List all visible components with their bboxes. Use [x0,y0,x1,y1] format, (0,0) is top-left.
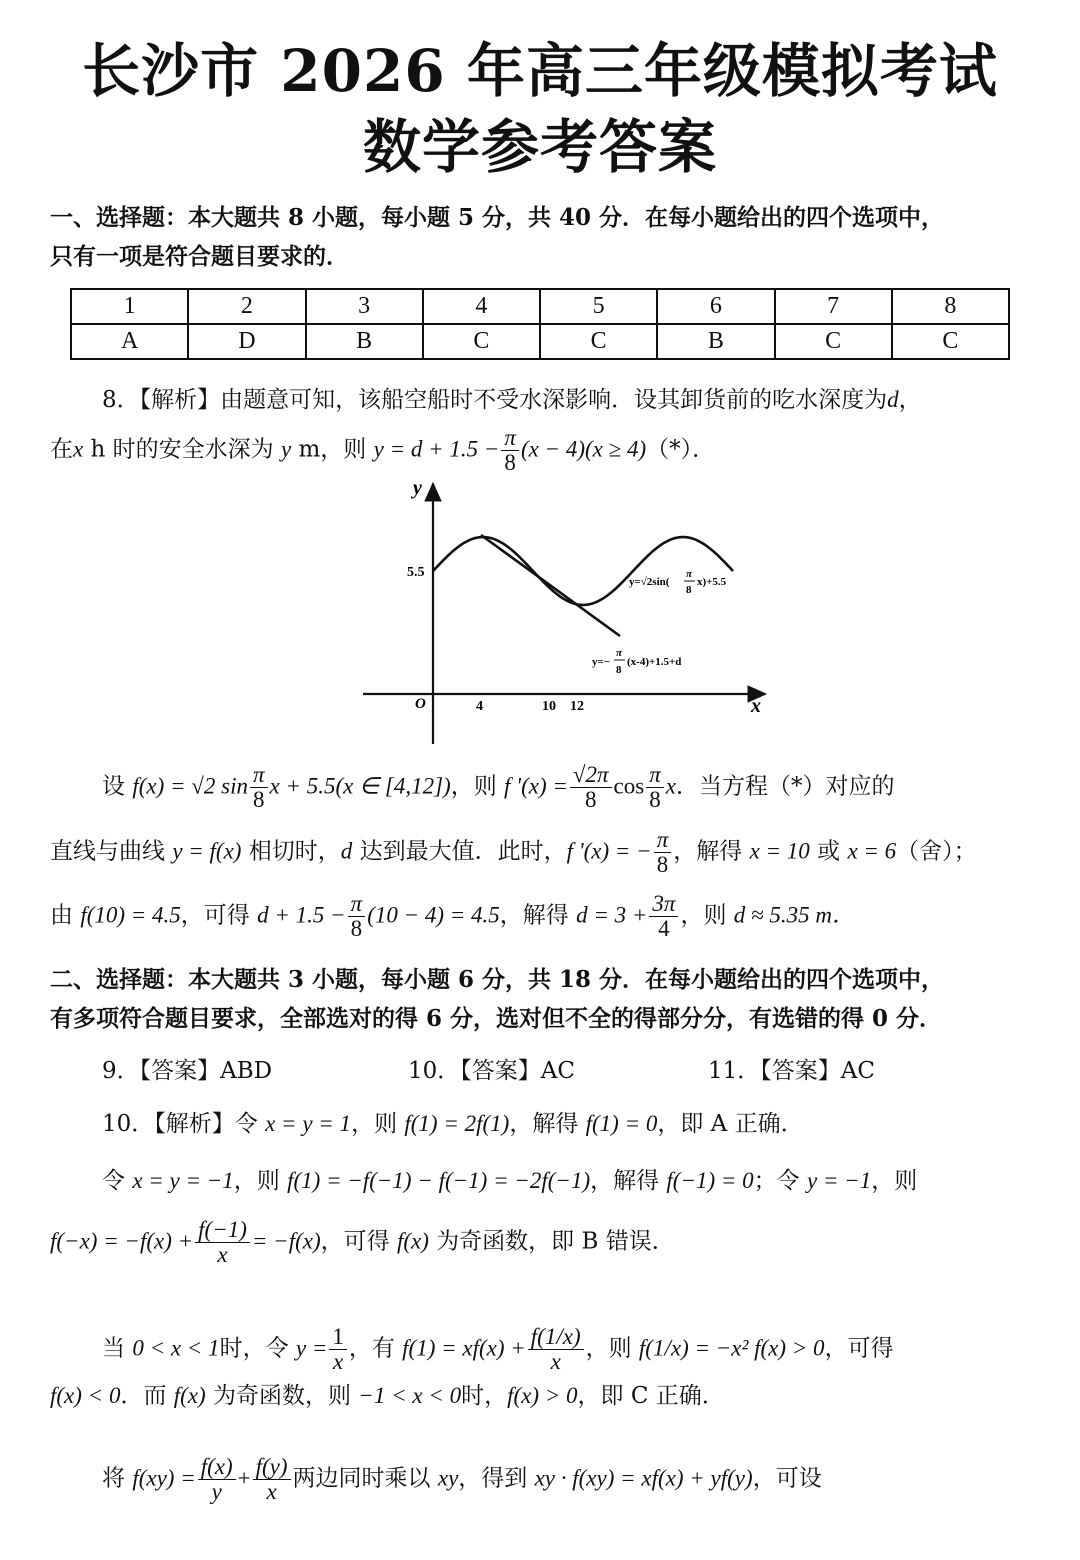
function-graph [355,476,775,748]
fraction-pi-over-8 [501,426,519,475]
q8-eq-right: (x − 4)(x ≥ 4) [520,436,647,462]
section2-line1: 二、选择题：本大题共 3 小题，每小题 6 分，共 18 分．在每小题给出的四个选项中， [50,966,945,993]
table-cell: 5 [540,289,657,324]
q8-d: d [887,387,899,412]
text: ，则 [351,1111,405,1137]
line-label [592,647,681,676]
text: （舍）； [896,838,977,865]
q8-line2 [50,426,1040,475]
fraction [250,763,268,812]
fraction [253,1455,291,1504]
math: x + 5.5(x ∈ [4,12]) [269,773,451,799]
text: ，有 [348,1335,403,1362]
table-cell: C [775,324,892,359]
answer-table-answer-row [71,324,1009,359]
solution-line3 [50,892,1040,941]
q10-line1 [50,1107,1080,1141]
text: 由 [50,902,81,929]
table-cell: C [540,324,657,359]
q8-text1: 由题意可知，该船空船时不受水深影响．设其卸货前的吃水深度为 [220,387,888,413]
frac-num: π [646,763,664,788]
math: x = 6 [847,838,897,864]
x-axis-label: x [751,695,761,717]
line-label-b: (x-4)+1.5+d [627,656,682,668]
q10-line6 [50,1455,1080,1504]
math: d + 1.5 − [257,902,346,928]
math: f '(x) = − [566,838,652,864]
frac-num: π [348,892,366,917]
math: f(x) < 0 [50,1383,121,1408]
math: f(10) = 4.5 [80,902,181,928]
text: 达到最大值．此时， [352,838,567,865]
frac-num: π [654,828,672,853]
text: 时，令 [219,1335,296,1362]
math: f(x) = √2 sin [132,773,248,799]
fraction [570,763,612,812]
math: x [665,773,676,799]
q8-label: 8．【解析】 [102,387,221,413]
math: y = [295,1335,328,1361]
frac-den: 4 [658,916,670,942]
math: x = y = 1 [265,1111,352,1136]
frac-num: f(1/x) [528,1325,584,1350]
curve-label [629,568,727,596]
frac-den: 8 [350,916,363,942]
math: d ≈ 5.35 m． [733,902,855,928]
text: ，可设 [752,1465,822,1492]
text: ，则 [680,902,734,929]
q10-line4 [50,1325,1080,1374]
q8-comma: ， [898,387,922,413]
text: ．当方程（*）对应的 [675,773,895,800]
text: ，解得 [499,902,577,929]
math: (10 − 4) = 4.5 [367,902,500,928]
math: f(x) [396,1228,429,1254]
q8-y: y [280,436,292,462]
text: ，解得 [590,1168,667,1194]
fraction [198,1455,236,1504]
math: xy · f(xy) = xf(x) + yf(y) [534,1465,753,1491]
fraction [195,1218,250,1267]
fraction [649,892,678,941]
q10-line5 [50,1379,1040,1413]
math: f '(x) = [504,773,568,799]
table-cell: 6 [657,289,774,324]
text: 或 [809,838,848,865]
frac-num: f(y) [253,1455,291,1480]
text: ；令 [753,1168,807,1194]
table-cell: D [188,324,305,359]
text: 相切时， [241,838,341,865]
math: f(x) > 0 [507,1383,578,1408]
curve-label-pi: π [686,568,693,580]
text: 为奇函数，即 B 错误． [428,1228,675,1255]
table-cell: C [423,324,540,359]
origin-label: O [415,696,426,712]
q10-label: 10．【解析】 [102,1111,235,1137]
text: ．而 [120,1383,174,1409]
frac-den: 8 [504,450,516,476]
frac-den: 8 [584,787,597,813]
curve-label-b: x)+5.5 [697,576,727,588]
q8-star: （*）． [646,436,716,463]
q8-text2c: m，则 [291,436,374,463]
text: ，即 C 正确． [577,1383,725,1409]
text: 为奇函数，则 [205,1383,359,1409]
math: f(−x) = −f(x) + [50,1228,194,1254]
text: 令 [234,1111,266,1137]
math: −1 < x < 0 [358,1383,462,1408]
text: ，则 [585,1335,639,1362]
text: ，则 [871,1168,918,1194]
answer-9: 9．【答案】ABD [102,1058,273,1084]
tangent-line [481,535,620,636]
fraction [654,828,672,877]
math: = −f(x) [251,1228,321,1254]
frac-num: √2π [570,763,612,788]
line-label-a: y=− [592,656,611,668]
frac-den: x [266,1479,277,1505]
section1-line2: 只有一项是符合题目要求的． [50,243,349,270]
section2-line2: 有多项符合题目要求，全部选对的得 6 分，选对但不全的得部分分，有选错的得 0 分． [50,1005,943,1032]
q8-line1 [50,383,1080,417]
line-label-8: 8 [616,664,622,676]
math: f(1/x) = −x² f(x) > 0 [638,1335,825,1361]
frac-num: f(−1) [195,1218,250,1243]
table-cell: 7 [775,289,892,324]
math: cos [613,773,645,799]
table-cell: 1 [71,289,188,324]
text: ，解得 [509,1111,586,1137]
fraction [646,763,664,812]
text: ，解得 [673,838,750,865]
q8-text2a: 在 [50,436,73,463]
text: 时， [461,1383,508,1409]
text: ，则 [233,1168,288,1194]
math: d [340,838,353,864]
answer-10: 10．【答案】AC [408,1058,575,1084]
y-axis-label: y [413,477,422,499]
math: xy [437,1465,459,1491]
text: 令 [102,1168,133,1194]
text: ，可得 [180,902,258,929]
title-line2: 数学参考答案 [362,113,717,181]
line-label-pi: π [616,647,623,659]
math: 0 < x < 1 [132,1335,220,1361]
text: 当 [102,1335,133,1362]
curve-label-8: 8 [686,584,692,596]
x-tick-10: 10 [542,699,556,714]
math: f(1) = 2f(1) [404,1111,510,1136]
math: d = 3 + [576,902,648,928]
section1-heading [50,198,1035,276]
curve-label-a: y=√2sin( [629,576,670,588]
table-cell: 8 [892,289,1009,324]
frac-den: 8 [649,787,661,813]
math: f(1) = −f(−1) − f(−1) = −2f(−1) [287,1168,591,1193]
text: ，得到 [458,1465,535,1492]
q10-line3 [50,1218,1040,1267]
text: ，即 A 正确． [657,1111,804,1137]
frac-den: 8 [656,852,669,878]
table-cell: 2 [188,289,305,324]
frac-num: 1 [329,1325,347,1350]
math: f(x) [173,1383,206,1408]
answer-table [70,288,1010,360]
math: y = −1 [806,1168,872,1193]
text: 直线与曲线 [50,838,173,865]
q8-eq-left: y = d + 1.5 − [373,436,500,462]
table-cell: B [657,324,774,359]
frac-den: x [217,1242,228,1268]
frac-num: f(x) [198,1455,236,1480]
text: ，可得 [824,1335,894,1362]
text: ，则 [450,773,505,800]
table-cell: A [71,324,188,359]
x-tick-4: 4 [476,699,483,714]
q8-text2b: h 时的安全水深为 [83,436,281,463]
math: f(1) = 0 [585,1111,658,1136]
solution-line2 [50,828,1040,877]
math: + [237,1465,251,1491]
table-cell: C [892,324,1009,359]
text: 两边同时乘以 [292,1465,438,1492]
table-cell: B [306,324,423,359]
text: 将 [102,1465,133,1492]
section1-line1: 一、选择题：本大题共 8 小题，每小题 5 分，共 40 分．在每小题给出的四个选项中， [50,204,945,231]
text: ，可得 [320,1228,397,1255]
frac-den: x [550,1349,561,1375]
table-cell: 3 [306,289,423,324]
math: y = f(x) [172,838,242,864]
frac-den: 8 [252,787,265,813]
answer-table-number-row [71,289,1009,324]
solution-line1 [50,763,1080,812]
table-cell: 4 [423,289,540,324]
q10-line2 [50,1164,1080,1198]
frac-num: π [250,763,268,788]
fraction [329,1325,347,1374]
math: f(1) = xf(x) + [402,1335,526,1361]
x-tick-12: 12 [570,699,584,714]
math: x = 10 [749,838,810,864]
math: x = y = −1 [132,1168,234,1193]
frac-num: π [501,426,519,451]
answer-11: 11．【答案】AC [708,1058,875,1084]
text: 设 [102,773,133,800]
y-tick-5-5: 5.5 [407,565,425,580]
frac-num: 3π [649,892,678,917]
title-line1: 长沙市 2026 年高三年级模拟考试 [82,37,998,105]
fraction [528,1325,584,1374]
math: f(−1) = 0 [666,1168,754,1193]
frac-den: y [211,1479,222,1505]
fraction [348,892,366,941]
q8-x: x [73,436,84,462]
math: f(xy) = [132,1465,196,1491]
section2-heading [50,960,1035,1038]
frac-den: x [333,1349,344,1375]
